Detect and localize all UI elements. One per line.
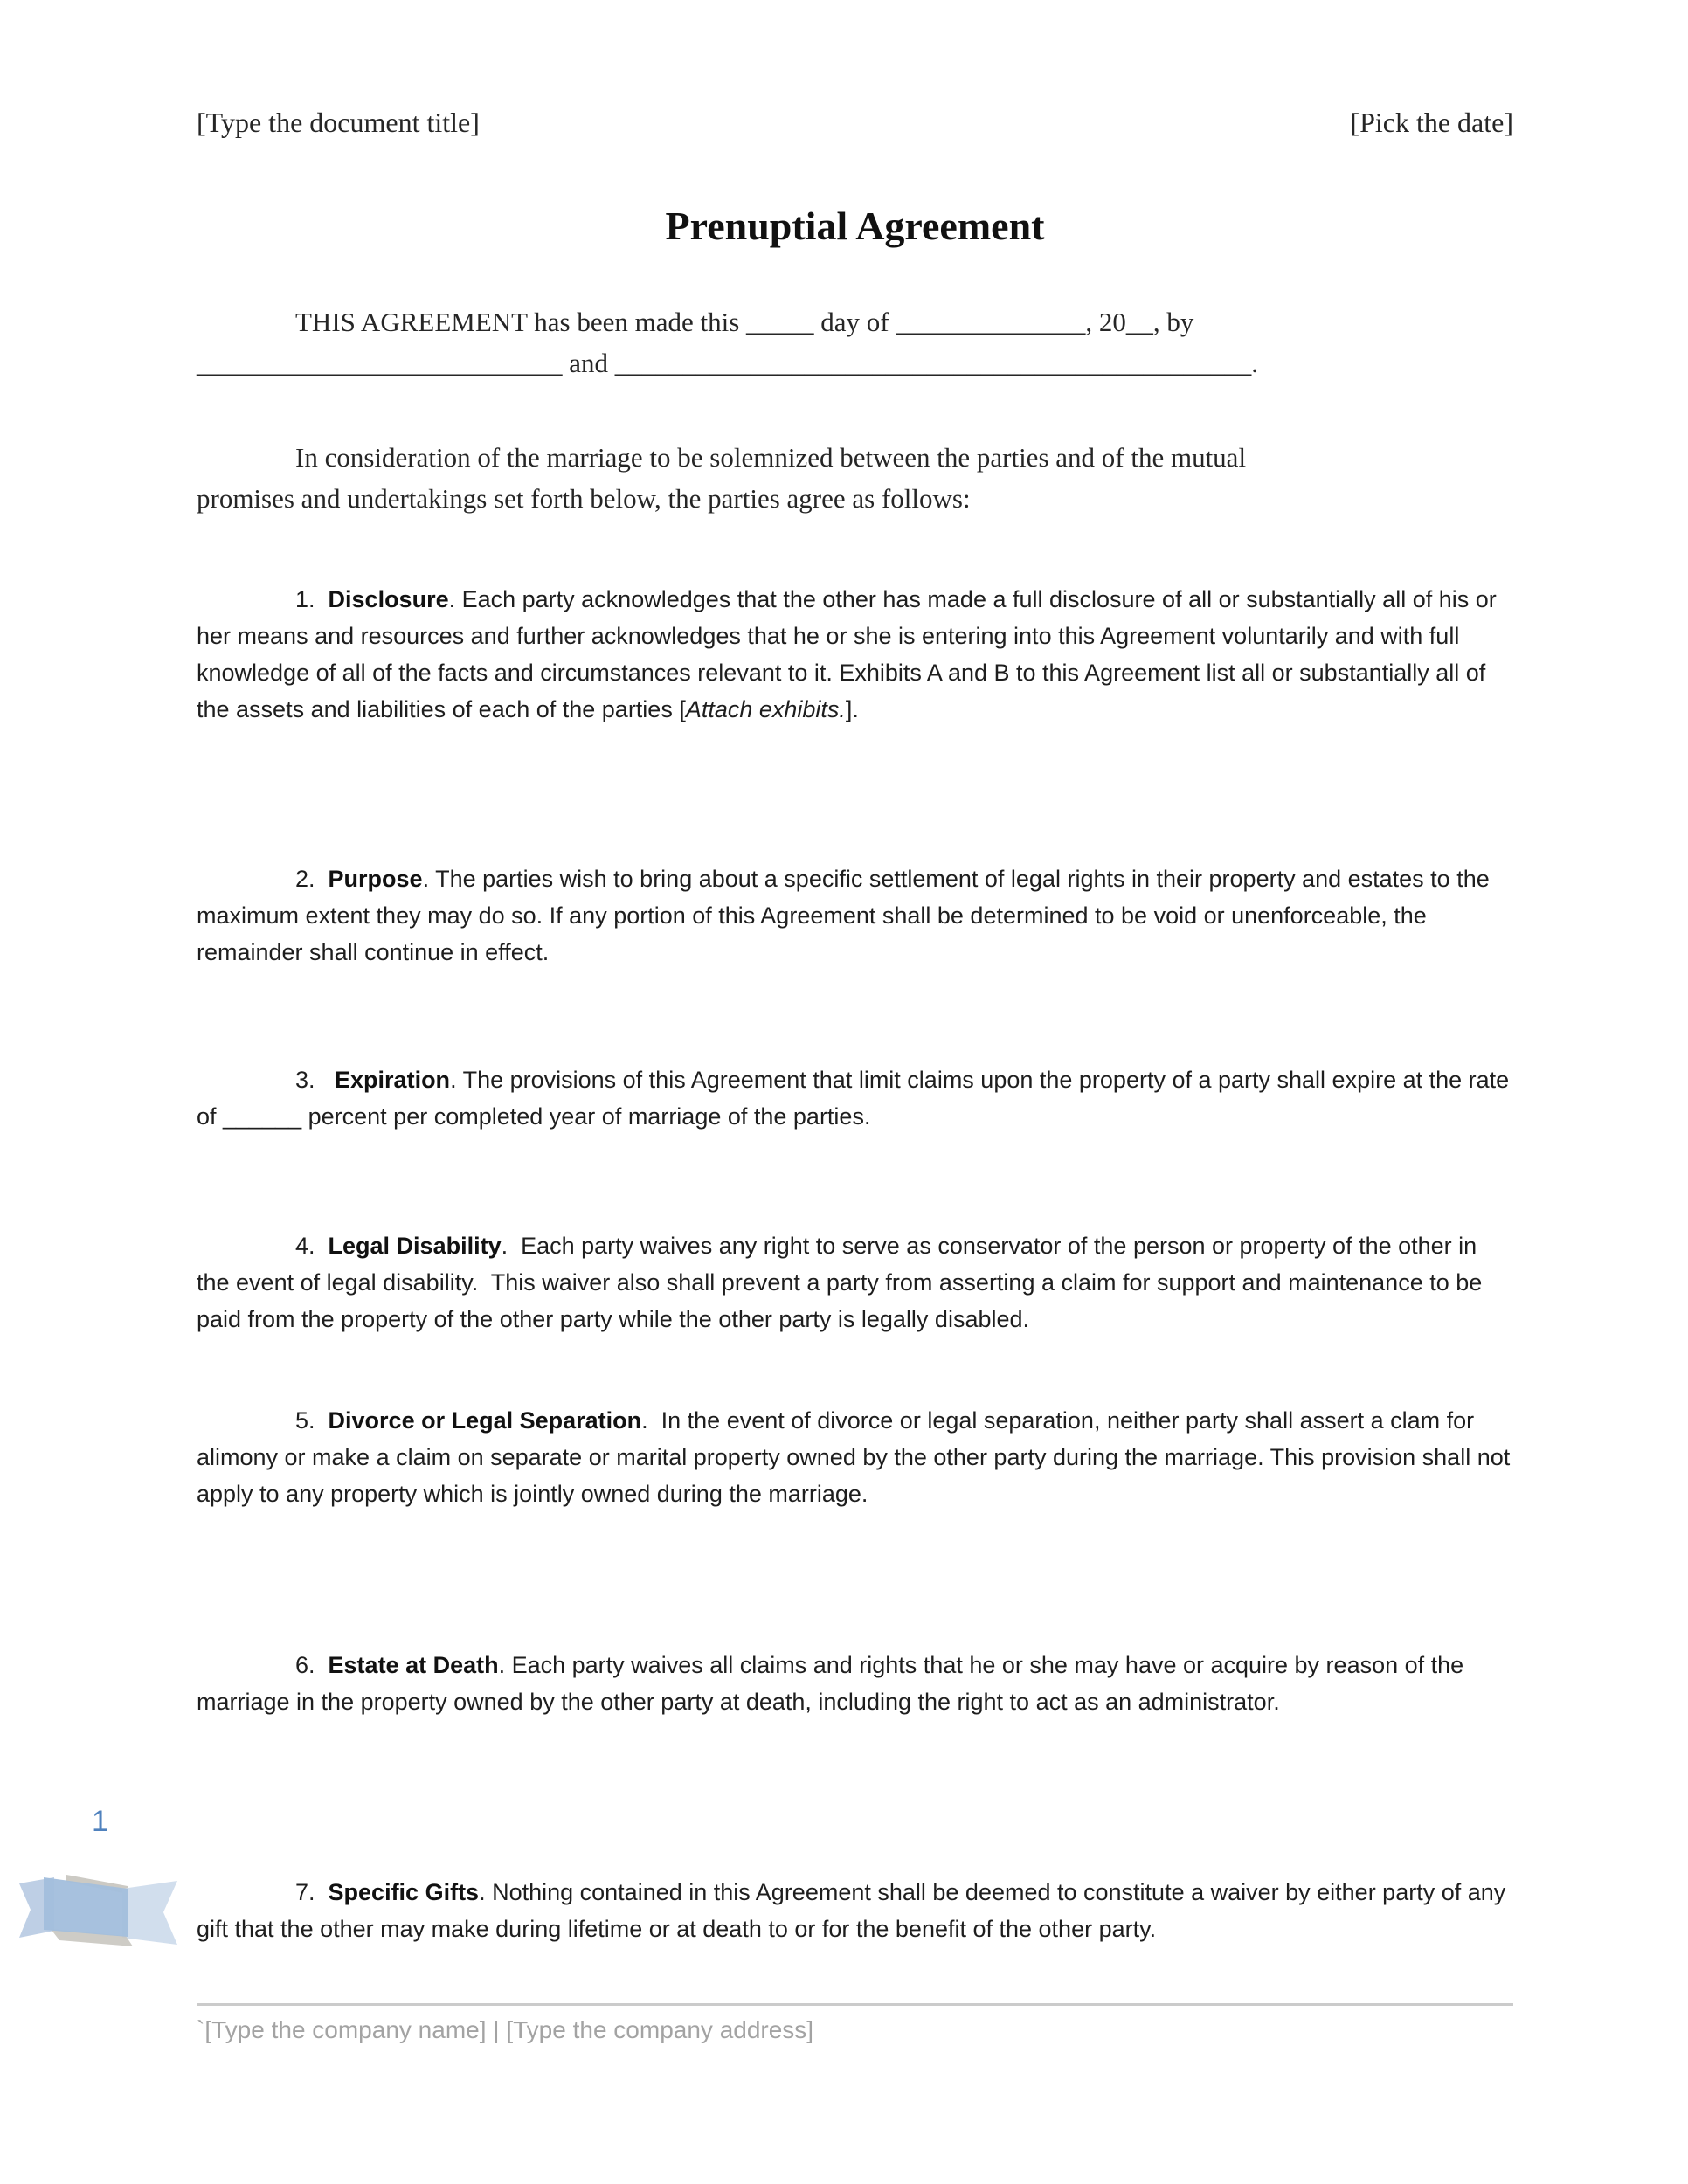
document-title-placeholder[interactable]: [Type the document title] [197, 107, 480, 138]
clause-expiration [197, 1061, 1516, 1135]
clause-number: 2. [295, 866, 329, 892]
clause-estate-at-death [197, 1647, 1513, 1720]
ribbon-banner-icon [17, 1875, 179, 1952]
clause-body: . Each party acknowledges that the other has made a full disclosure of all or substantially all of his or her means and resources and further acknowledges that he or she is entering into this Agreement voluntarily and with full knowledge of all of the facts and circumstances relevant to it. Exhibits A and B to this Agreement list all or substantially all of the assets and liabilities of each of the parties [Attach exhibits.]. [197, 586, 1504, 722]
clause-legal-disability [197, 1227, 1513, 1337]
clause-specific-gifts [197, 1874, 1513, 1947]
clause-body: . Each party waives all claims and rights that he or she may have or acquire by reason of the marriage in the property owned by the other party at death, including the right to act as an administrator. [197, 1652, 1470, 1715]
company-name-address-placeholder[interactable]: `[Type the company name] | [Type the company address] [197, 2016, 814, 2043]
clause-divorce-separation [197, 1402, 1517, 1512]
opening-paragraph: THIS AGREEMENT has been made this _____ day of ______________, 20__, by ___________________________ and _______________________________________________. [197, 307, 1259, 378]
clause-heading: Divorce or Legal Separation [328, 1407, 642, 1434]
clause-purpose [197, 860, 1513, 971]
clause-heading: Legal Disability [328, 1233, 502, 1259]
clause-number: 5. [295, 1407, 329, 1434]
page-number: 1 [92, 1805, 108, 1838]
clause-number: 7. [295, 1879, 329, 1905]
clause-number: 6. [295, 1652, 329, 1678]
clause-body: . Each party waives any right to serve as conservator of the person or property of the other in the event of legal disability. This waiver also shall prevent a party from asserting a claim for support and maintenance to be paid from the property of the other party while the other party is legally disabled. [197, 1233, 1489, 1332]
clause-heading: Purpose [328, 866, 423, 892]
clause-number: 1. [295, 586, 329, 612]
clause-heading: Specific Gifts [328, 1879, 480, 1905]
clause-heading: Estate at Death [328, 1652, 499, 1678]
clause-body: . The parties wish to bring about a specific settlement of legal rights in their property and estates to the maximum extent they may do so. If any portion of this Agreement shall be determined to be void or unenforceable, the remainder shall continue in effect. [197, 866, 1497, 965]
clause-heading: Disclosure [328, 586, 449, 612]
page-title: Prenuptial Agreement [665, 204, 1045, 248]
clause-number: 3. [295, 1067, 336, 1093]
clause-body: . Nothing contained in this Agreement shall be deemed to constitute a waiver by either party of any gift that the other may make during lifetime or at death to or for the benefit of the other party. [197, 1879, 1512, 1942]
clause-disclosure [197, 581, 1513, 728]
consideration-paragraph: In consideration of the marriage to be solemnized between the parties and of the mutual promises and undertakings set forth below, the parties agree as follows: [197, 442, 1247, 514]
pick-date-placeholder[interactable]: [Pick the date] [1350, 107, 1513, 138]
clause-body: . In the event of divorce or legal separation, neither party shall assert a clam for alimony or make a claim on separate or marital property owned by the other party during the marriage. This provision shall not apply to any property which is jointly owned during the marriage. [197, 1407, 1517, 1507]
page-footer [197, 2003, 1513, 2044]
ribbon-right-tail [122, 1881, 177, 1945]
clause-body: . The provisions of this Agreement that limit claims upon the property of a party shall expire at the rate of ______ percent per completed year of marriage of the parties. [197, 1067, 1516, 1130]
page-header [197, 107, 1513, 139]
clause-number: 4. [295, 1233, 329, 1259]
clause-heading: Expiration [335, 1067, 451, 1093]
